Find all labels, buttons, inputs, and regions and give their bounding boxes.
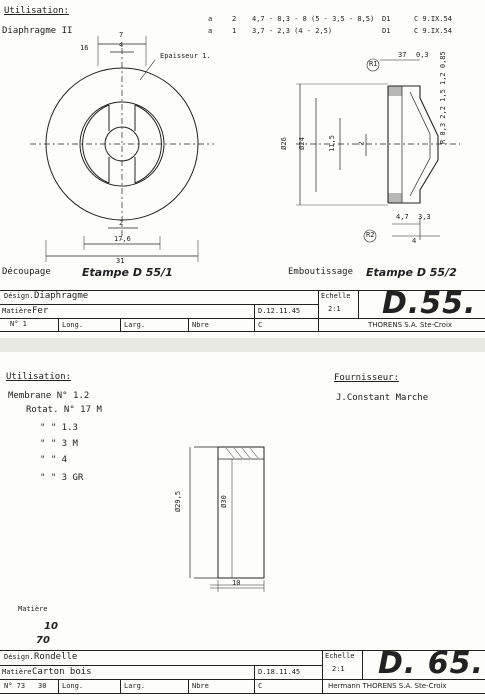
use-line-2: Rotat. N° 17 M xyxy=(26,405,102,415)
use-line-4: " " 3 M xyxy=(40,439,78,449)
matiere-value: Fer xyxy=(32,306,49,316)
dim-37: 37 xyxy=(398,51,407,59)
dim-3-3: 3,3 xyxy=(418,213,431,221)
utilisation-label: Utilisation: xyxy=(4,6,70,16)
tol-row-1-range: 4,7 - 8,3 - 8 (5 - 3,5 - 8,5) xyxy=(252,15,375,23)
tol-row-1-col1: a xyxy=(208,15,213,23)
utilisation-label-2: Utilisation: xyxy=(6,372,72,382)
c-label-2: C xyxy=(258,682,263,690)
matiere-label: Matière xyxy=(2,307,32,315)
washer-profile xyxy=(218,447,264,578)
sheet-separator xyxy=(0,338,485,352)
drawing-number-2: D. 65. xyxy=(378,646,484,681)
c-label: C xyxy=(258,321,263,329)
dim-11-5: 11,5 xyxy=(327,135,336,152)
drawing-number: D.55. xyxy=(382,286,477,321)
drawing-sheet-d65 xyxy=(0,352,485,700)
company-name: THORENS S.A. Ste-Croix xyxy=(368,321,453,329)
thickness-note: Epaisseur 1. xyxy=(160,52,211,60)
designation-value-2: Rondelle xyxy=(34,652,78,662)
company-name-2: Hermann THORENS S.A. Ste-Croix xyxy=(328,682,447,690)
tol-row-2-col2: 1 xyxy=(232,27,237,35)
use-line-1: Membrane N° 1.2 xyxy=(8,391,90,401)
date-2: D.18.11.45 xyxy=(258,668,301,676)
tol-row-1-ref: C 9.IX.54 xyxy=(414,15,452,23)
fournisseur-value: J.Constant Marche xyxy=(336,393,429,403)
bottom-note: Matière xyxy=(18,605,48,613)
designation-label: Désign. xyxy=(4,292,34,300)
dim-2: 2 xyxy=(119,219,124,227)
designation-value: Diaphragme xyxy=(34,291,89,301)
label-r2: R2 xyxy=(366,231,375,239)
echelle-label-2: Echelle xyxy=(325,652,355,660)
nr-value-2: 30 xyxy=(38,682,47,690)
nbre-label: Nbre xyxy=(192,321,209,329)
larg-label-2: Larg. xyxy=(124,682,146,690)
dim-16: 16 xyxy=(80,44,89,52)
tol-row-1-code: D1 xyxy=(382,15,391,23)
dim-10: 10 xyxy=(232,579,241,587)
dim-2-right: 2 xyxy=(357,141,366,146)
fournisseur-label: Fournisseur: xyxy=(334,373,400,383)
label-r1: R1 xyxy=(369,60,378,68)
matiere-label-2: Matière xyxy=(2,668,32,676)
tol-row-1-col2: 2 xyxy=(232,15,237,23)
bottom-number-2: 70 xyxy=(36,635,50,646)
dim-diam-29-5: Ø29,5 xyxy=(174,490,183,513)
larg-label: Larg. xyxy=(124,321,146,329)
echelle-value: 2:1 xyxy=(328,305,341,313)
echelle-value-2: 2:1 xyxy=(332,665,345,673)
matiere-value-2: Carton bois xyxy=(32,667,92,677)
date: D.12.11.45 xyxy=(258,307,301,315)
caption-right-tool: Etampe D 55/2 xyxy=(366,266,457,279)
dim-4: 4 xyxy=(119,41,124,49)
vertical-note: R 0,3 2,2 1,5 1,2 0,85 xyxy=(439,51,447,144)
nr-label-2: N° 73 xyxy=(4,682,26,690)
tol-row-2-ref: C 9.IX.54 xyxy=(414,27,452,35)
use-line-6: " " 3 GR xyxy=(40,473,84,483)
nr-label: N° 1 xyxy=(10,320,27,328)
caption-left-label: Découpage xyxy=(2,267,51,277)
dim-31: 31 xyxy=(116,257,125,265)
bottom-number: 10 xyxy=(44,621,58,632)
caption-right-label: Emboutissage xyxy=(288,267,354,277)
designation-label-2: Désign. xyxy=(4,653,34,661)
part-name: Diaphragme II xyxy=(2,26,73,36)
tol-row-2-range: 3,7 - 2,3 (4 - 2,5) xyxy=(252,27,333,35)
caption-left-tool: Etampe D 55/1 xyxy=(82,266,173,279)
dim-0-3: 0,3 xyxy=(416,51,429,59)
dim-17-6: 17,6 xyxy=(114,235,131,243)
tol-row-2-code: D1 xyxy=(382,27,391,35)
drawing-sheet-d55 xyxy=(0,0,485,338)
nbre-label-2: Nbre xyxy=(192,682,209,690)
dim-4-right: 4 xyxy=(412,237,417,245)
tol-row-2-col1: a xyxy=(208,27,213,35)
use-line-3: " " 1.3 xyxy=(40,423,78,433)
dim-7: 7 xyxy=(119,31,124,39)
use-line-5: " " 4 xyxy=(40,455,68,465)
dim-diam-30: Ø30 xyxy=(219,495,228,508)
long-label: Long. xyxy=(62,321,84,329)
dim-diam-24: Ø24 xyxy=(297,137,306,150)
long-label-2: Long. xyxy=(62,682,84,690)
dim-4-7: 4,7 xyxy=(396,213,409,221)
echelle-label: Echelle xyxy=(321,292,351,300)
dim-diam-26: Ø26 xyxy=(279,137,288,150)
